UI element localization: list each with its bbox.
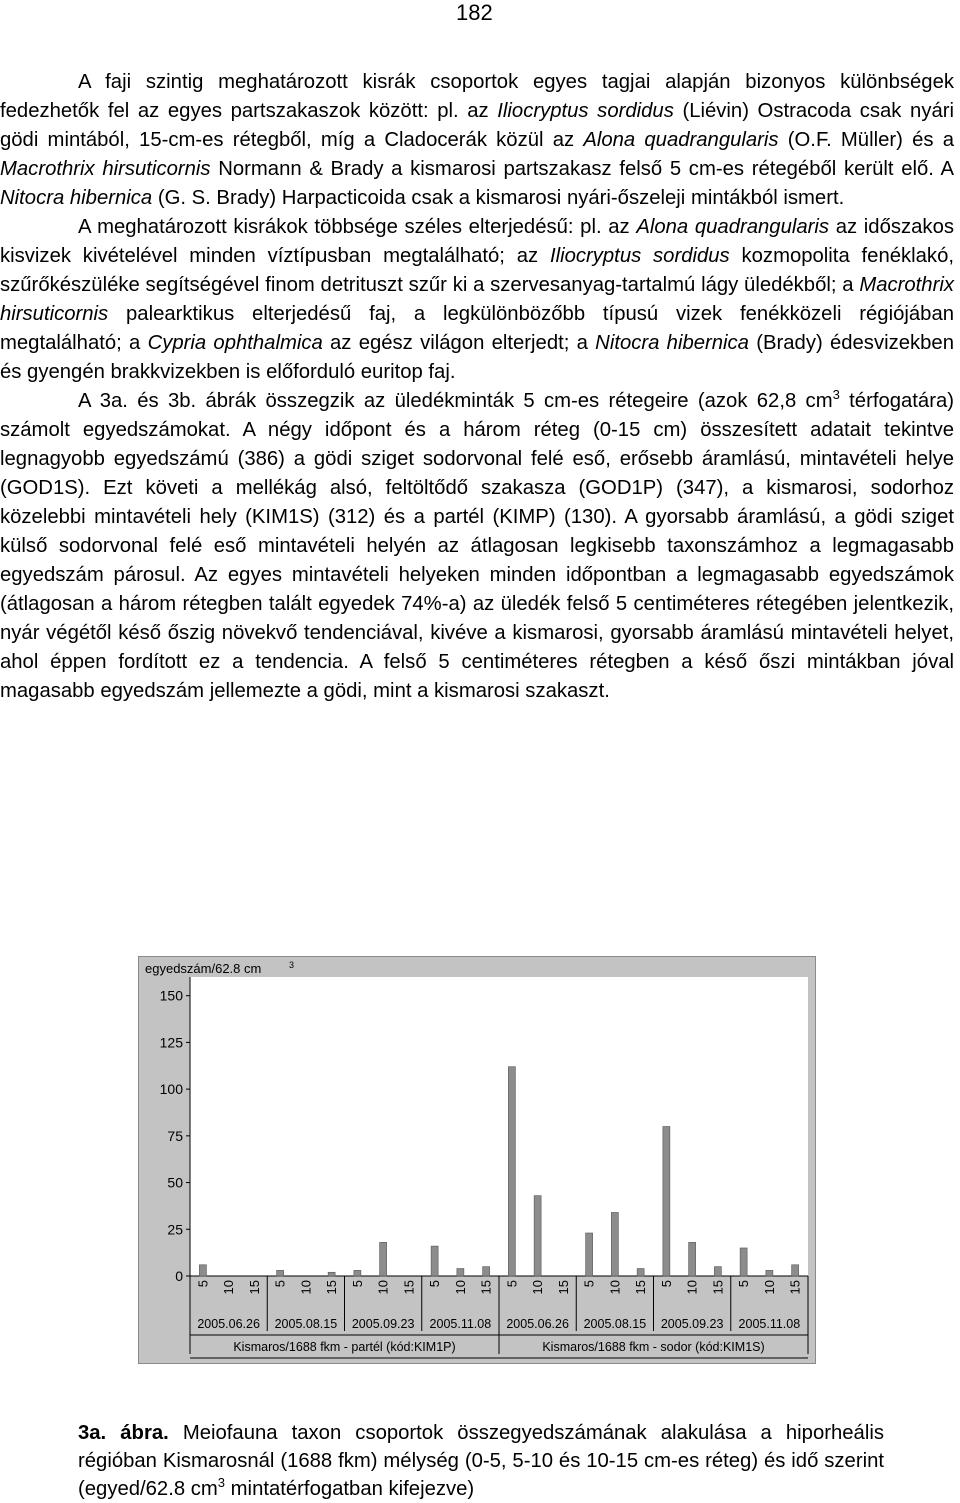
text-run: az egész világon elterjedt; a — [322, 332, 596, 354]
bar — [534, 1196, 541, 1276]
date-label: 2005.09.23 — [660, 1317, 724, 1331]
bar — [277, 1270, 284, 1276]
x-tick-label: 10 — [452, 1280, 468, 1295]
bar — [354, 1270, 361, 1276]
x-tick-label: 15 — [246, 1280, 262, 1295]
group-label: Kismaros/1688 fkm - partél (kód:KIM1P) — [233, 1340, 456, 1354]
text-run: A 3a. és 3b. ábrák összegzik az üledékminták 5 cm-es rétegeire (azok 62,8 cm — [78, 390, 833, 412]
bar — [663, 1127, 670, 1277]
y-tick-label: 100 — [159, 1081, 183, 1098]
bar-chart — [138, 956, 816, 1364]
body-text — [0, 68, 954, 706]
y-tick-label: 50 — [167, 1174, 183, 1191]
x-tick-label: 10 — [375, 1280, 391, 1295]
x-tick-label: 10 — [221, 1280, 237, 1295]
bar — [792, 1265, 799, 1276]
species-name: Alona quadrangularis — [636, 216, 830, 238]
text-run: A meghatározott kisrákok többsége széles elterjedésű: pl. az — [78, 216, 637, 238]
chart-svg — [139, 957, 815, 1363]
x-tick-label: 15 — [787, 1280, 803, 1295]
x-tick-label: 15 — [633, 1280, 649, 1295]
y-tick-label: 25 — [167, 1221, 183, 1238]
x-tick-label: 15 — [478, 1280, 494, 1295]
species-name: Cypria ophthalmica — [147, 332, 323, 354]
y-tick-label: 0 — [175, 1268, 183, 1284]
bar — [689, 1242, 696, 1276]
text-run: az időszakos kisvizek kivételével minden víztípusban megtalálható; az — [0, 216, 954, 267]
y-tick-label: 125 — [159, 1034, 183, 1051]
bar — [328, 1272, 335, 1276]
bar — [714, 1267, 721, 1276]
text-run: (Brady) édesvizekben és gyengén brakkvizekben is előforduló euritop faj. — [0, 332, 954, 383]
y-axis-label-superscript: 3 — [289, 960, 295, 970]
bar — [380, 1242, 387, 1276]
superscript: 3 — [832, 387, 840, 403]
text-run: Normann & Brady a kismarosi partszakasz felső 5 cm-es rétegéből került elő. A — [210, 158, 955, 180]
species-name: Alona quadrangularis — [583, 129, 779, 151]
group-label: Kismaros/1688 fkm - sodor (kód:KIM1S) — [542, 1340, 765, 1354]
date-label: 2005.11.08 — [738, 1317, 801, 1331]
date-label: 2005.09.23 — [351, 1317, 415, 1331]
text-run: (O.F. Müller) és a — [778, 129, 954, 151]
text-run: palearktikus elterjedésű faj, a legkülönbözőbb típusú vizek fenékközeli régiójában megtalálható; a — [0, 303, 954, 354]
bar — [637, 1269, 644, 1276]
x-tick-label: 5 — [272, 1280, 288, 1288]
x-tick-label: 10 — [607, 1280, 623, 1295]
bar — [508, 1067, 515, 1276]
text-run: kozmopolita fenéklakó, szűrőkészüléke segítségével finom detrituszt szűr ki a szervesanyag-tartalmú lágy üledékből; a — [0, 245, 954, 296]
bar — [431, 1246, 438, 1276]
bar — [586, 1233, 593, 1276]
x-tick-label: 15 — [324, 1280, 340, 1295]
species-name: Nitocra hibernica — [0, 187, 153, 209]
bar — [457, 1269, 464, 1276]
x-tick-label: 5 — [581, 1280, 597, 1288]
date-label: 2005.11.08 — [429, 1317, 492, 1331]
species-name: Macrothrix hirsuticornis — [0, 158, 211, 180]
y-tick-label: 75 — [167, 1127, 183, 1144]
x-tick-label: 5 — [427, 1280, 443, 1288]
x-tick-label: 5 — [736, 1280, 752, 1288]
species-name: Iliocryptus sordidus — [497, 100, 674, 122]
x-tick-label: 5 — [195, 1280, 211, 1288]
bar — [740, 1248, 747, 1276]
x-tick-label: 5 — [504, 1280, 520, 1288]
paragraph-3 — [0, 387, 954, 706]
text-run: A faji szintig meghatározott kisrák csoportok egyes tagjai alapján bizonyos különbségek fedezhetők fel az egyes partszakaszok között: pl. az — [0, 71, 954, 122]
caption-label: 3a. ábra. — [78, 1422, 169, 1444]
x-tick-label: 10 — [298, 1280, 314, 1295]
bar — [611, 1212, 618, 1276]
y-tick-label: 150 — [159, 987, 183, 1004]
x-tick-label: 10 — [761, 1280, 777, 1295]
bar — [766, 1270, 773, 1276]
text-run: (G. S. Brady) Harpacticoida csak a kismarosi nyári-őszeleji mintákból ismert. — [152, 187, 845, 209]
x-tick-label: 10 — [530, 1280, 546, 1295]
paragraph-1 — [0, 68, 954, 213]
page-number: 182 — [456, 0, 493, 25]
y-axis-label: egyedszám/62.8 cm — [145, 961, 262, 976]
date-label: 2005.06.26 — [197, 1317, 260, 1331]
date-label: 2005.06.26 — [506, 1317, 569, 1331]
bar — [483, 1267, 490, 1276]
x-tick-label: 5 — [349, 1280, 365, 1288]
caption-text: Meiofauna taxon csoportok összegyedszámának alakulása a hiporheális régióban Kismarosnál (1688 fkm) mélység (0-5, 5-10 és 10-15 cm-es réteg) és idő szerint (egyed/62.8 cm — [78, 1422, 884, 1500]
species-name: Macrothrix hirsuticornis — [0, 274, 954, 325]
x-tick-label: 5 — [658, 1280, 674, 1288]
figure-caption — [78, 1419, 884, 1503]
superscript: 3 — [217, 1475, 226, 1491]
caption-text: mintatérfogatban kifejezve) — [225, 1478, 475, 1500]
text-run: (Liévin) Ostracoda csak nyári gödi mintából, 15-cm-es rétegből, míg a Cladocerák közül az — [0, 100, 954, 151]
species-name: Iliocryptus sordidus — [549, 245, 730, 267]
plot-area — [190, 977, 808, 1276]
date-label: 2005.08.15 — [583, 1317, 647, 1331]
x-tick-label: 15 — [710, 1280, 726, 1295]
x-tick-label: 10 — [684, 1280, 700, 1295]
bar — [199, 1265, 206, 1276]
x-tick-label: 15 — [401, 1280, 417, 1295]
date-label: 2005.08.15 — [274, 1317, 338, 1331]
x-tick-label: 15 — [555, 1280, 571, 1295]
paragraph-2 — [0, 213, 954, 387]
species-name: Nitocra hibernica — [595, 332, 749, 354]
text-run: térfogatára) számolt egyedszámokat. A négy időpont és a három réteg (0-15 cm) összesített adatait tekintve legnagyobb egyedszámú (386) a gödi sziget sodorvonal felé eső, erősebb áramlású, mintavételi helye (GOD1S). Ezt követi a mellékág alsó, feltöltődő szakasza (GOD1P) (347), a kismarosi, sodorhoz közelebbi mintavételi hely (KIM1S) (312) és a partél (KIMP) (130). A gyorsabb áramlású, a gödi sziget külső sodorvonal felé eső mintavételi helyén az átlagosan legkisebb taxonszámhoz a legmagasabb egyedszám párosul. Az egyes mintavételi helyeken minden időpontban a legmagasabb egyedszámok (átlagosan a három rétegben talált egyedek 74%-a) az üledék felső 5 centiméteres rétegében jelentkezik, nyár végétől késő őszig növekvő tendenciával, kivéve a kismarosi, gyorsabb áramlású mintavételi helyet, ahol éppen fordított ez a tendencia. A felső 5 centiméteres rétegben a késő őszi mintákban jóval magasabb egyedszám jellemezte a gödi, mint a kismarosi szakaszt. — [0, 390, 954, 702]
